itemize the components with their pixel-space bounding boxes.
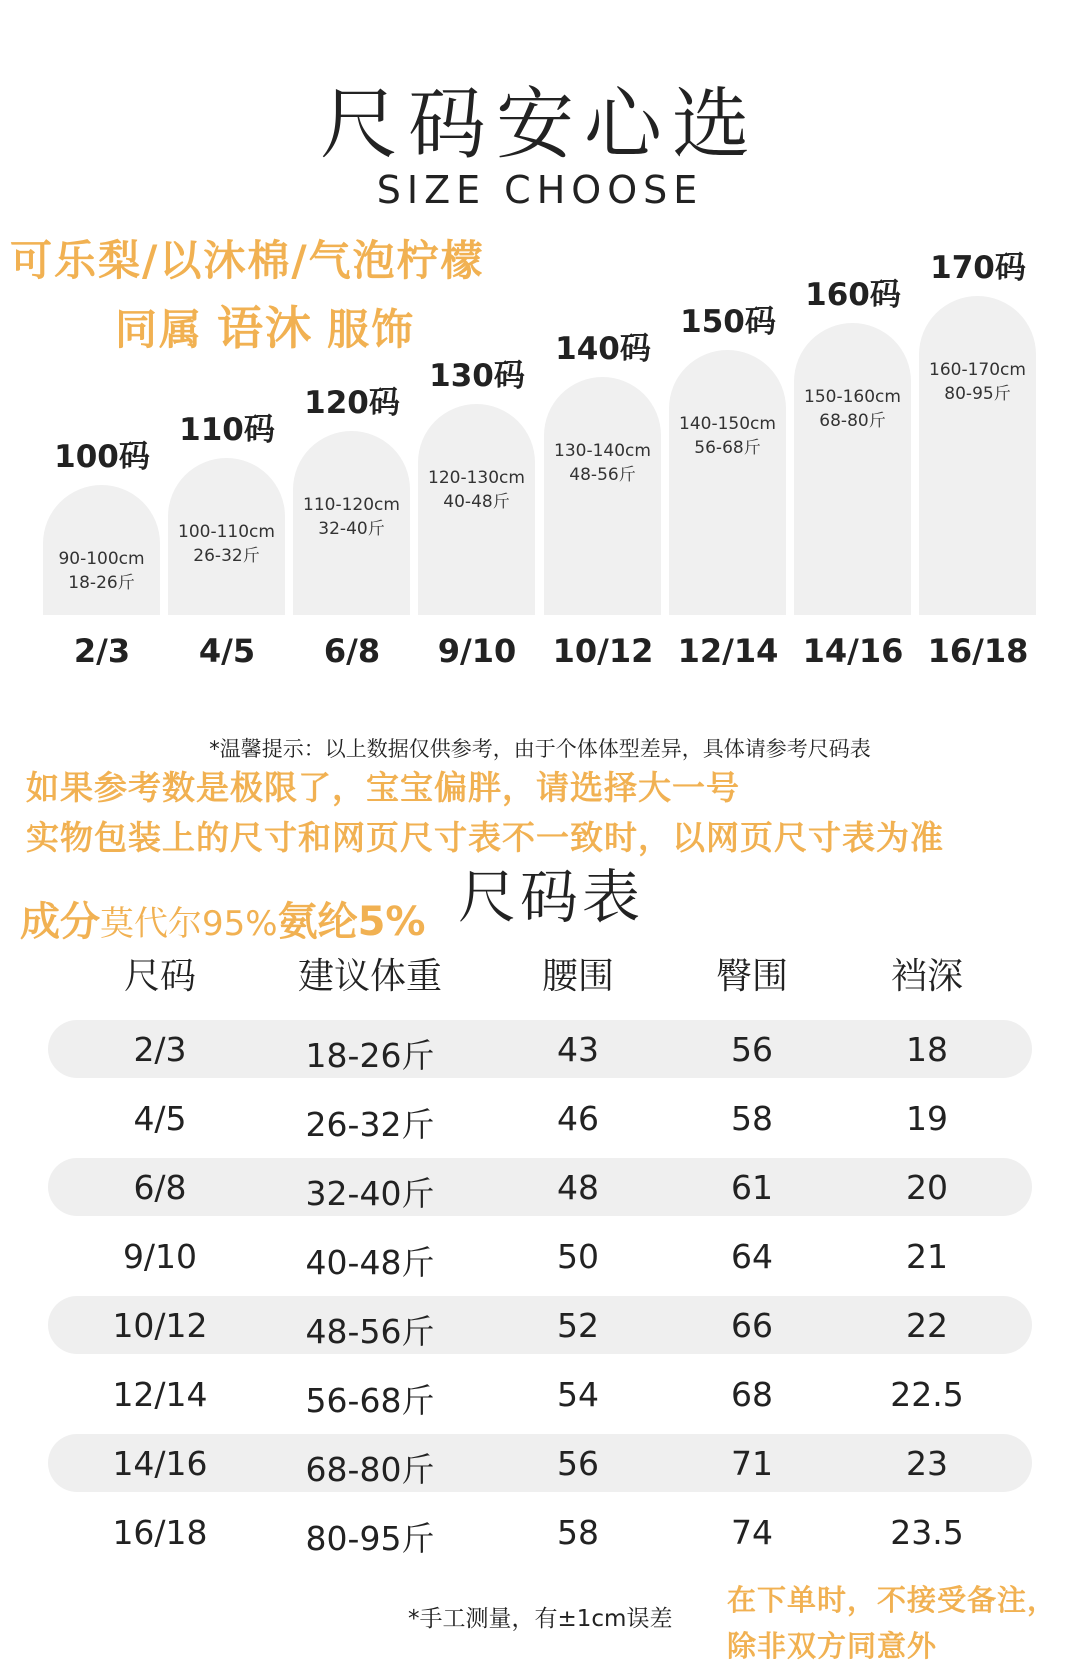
size-arch <box>544 377 661 615</box>
table-cell: 22.5 <box>890 1375 964 1414</box>
table-cell: 26-32斤 <box>305 1105 435 1144</box>
size-code-label: 160码 <box>805 277 901 313</box>
arch-text <box>794 385 911 433</box>
table-row <box>48 1158 1032 1216</box>
advice-note-2: 实物包装上的尺寸和网页尺寸表不一致时，以网页尺寸表为准 <box>26 818 944 857</box>
table-cell: 16/18 <box>112 1513 208 1552</box>
arch-weight: 80-95斤 <box>944 384 1011 404</box>
table-cell: 32-40斤 <box>305 1174 435 1213</box>
table-cell: 58 <box>557 1513 599 1552</box>
arch-weight: 56-68斤 <box>694 438 761 458</box>
arch-height: 100-110cm <box>178 522 275 542</box>
arch-height: 90-100cm <box>58 549 145 569</box>
table-cell: 20 <box>906 1168 948 1207</box>
arch-height: 110-120cm <box>303 495 400 515</box>
table-cell: 19 <box>906 1099 948 1138</box>
page-subtitle: SIZE CHOOSE <box>376 168 704 212</box>
table-header: 建议体重 <box>297 956 442 997</box>
table-cell: 48-56斤 <box>305 1312 435 1351</box>
brand-name: 语沐 <box>217 301 314 355</box>
table-cell: 12/14 <box>112 1375 208 1414</box>
brand-prefix: 同属 <box>115 305 204 354</box>
arch-text <box>418 466 535 514</box>
table-row <box>48 1020 1032 1078</box>
size-arch <box>919 296 1036 615</box>
arch-height: 150-160cm <box>804 387 901 407</box>
arch-height: 130-140cm <box>554 441 651 461</box>
table-cell: 21 <box>906 1237 948 1276</box>
size-code-label: 130码 <box>429 358 525 394</box>
table-cell: 66 <box>731 1306 773 1345</box>
table-cell: 43 <box>557 1030 599 1069</box>
table-cell: 23 <box>906 1444 948 1483</box>
table-cell: 18 <box>906 1030 948 1069</box>
table-cell: 48 <box>557 1168 599 1207</box>
table-row <box>48 1434 1032 1492</box>
table-cell: 6/8 <box>133 1168 187 1207</box>
arch-text <box>293 493 410 541</box>
page-title: 尺码安心选 <box>319 80 760 170</box>
table-row <box>48 1365 1032 1423</box>
age-label: 6/8 <box>323 632 381 670</box>
table-row <box>48 1227 1032 1285</box>
arch-text <box>43 547 160 595</box>
size-code-label: 170码 <box>930 250 1026 286</box>
age-label: 14/16 <box>802 632 904 670</box>
table-cell: 52 <box>557 1306 599 1345</box>
size-code-label: 120码 <box>304 385 400 421</box>
order-note-2: 除非双方同意外 <box>727 1629 938 1663</box>
table-cell: 40-48斤 <box>305 1243 435 1282</box>
brand-line-2 <box>115 292 415 358</box>
arch-weight: 68-80斤 <box>819 411 886 431</box>
arch-weight: 40-48斤 <box>443 492 510 512</box>
size-code-label: 150码 <box>680 304 776 340</box>
size-arch <box>669 350 786 615</box>
table-header: 尺码 <box>123 956 196 997</box>
tip-text: *温馨提示：以上数据仅供参考，由于个体体型差异，具体请参考尺码表 <box>209 737 871 761</box>
composition <box>20 890 426 947</box>
table-cell: 50 <box>557 1237 599 1276</box>
arch-text <box>168 520 285 568</box>
composition-modal: 莫代尔95% <box>100 904 278 944</box>
table-cell: 23.5 <box>890 1513 964 1552</box>
table-cell: 9/10 <box>122 1237 198 1276</box>
arch-weight: 32-40斤 <box>318 519 385 539</box>
arch-height: 160-170cm <box>929 360 1026 380</box>
advice-note-1: 如果参考数是极限了，宝宝偏胖，请选择大一号 <box>26 768 740 807</box>
arch-text <box>669 412 786 460</box>
age-label: 9/10 <box>437 632 517 670</box>
table-cell: 64 <box>731 1237 773 1276</box>
size-code-label: 110码 <box>179 412 275 448</box>
table-row <box>48 1503 1032 1561</box>
arch-height: 120-130cm <box>428 468 525 488</box>
table-cell: 61 <box>731 1168 773 1207</box>
table-cell: 68-80斤 <box>305 1450 435 1489</box>
table-cell: 56 <box>557 1444 599 1483</box>
table-cell: 80-95斤 <box>305 1519 435 1558</box>
arch-weight: 26-32斤 <box>193 546 260 566</box>
age-label: 4/5 <box>198 632 256 670</box>
table-header: 裆深 <box>890 956 963 997</box>
composition-label: 成分 <box>20 899 100 945</box>
arch-text <box>544 439 661 487</box>
arch-weight: 48-56斤 <box>569 465 636 485</box>
table-cell: 56-68斤 <box>305 1381 435 1420</box>
age-label: 10/12 <box>552 632 654 670</box>
measure-note: *手工测量，有±1cm误差 <box>408 1606 673 1632</box>
table-title: 尺码表 <box>458 863 645 931</box>
table-cell: 56 <box>731 1030 773 1069</box>
brand-suffix: 服饰 <box>327 305 416 354</box>
arch-weight: 18-26斤 <box>68 573 135 593</box>
table-cell: 18-26斤 <box>305 1036 435 1075</box>
table-row <box>48 1296 1032 1354</box>
arch-height: 140-150cm <box>679 414 776 434</box>
table-cell: 46 <box>557 1099 599 1138</box>
table-cell: 2/3 <box>133 1030 187 1069</box>
age-label: 2/3 <box>73 632 131 670</box>
size-code-label: 140码 <box>555 331 651 367</box>
table-cell: 4/5 <box>133 1099 187 1138</box>
size-arch <box>794 323 911 615</box>
arch-text <box>919 358 1036 406</box>
brand-line-1: 可乐梨/以沐棉/气泡柠檬 <box>10 236 485 285</box>
table-cell: 54 <box>557 1375 599 1414</box>
table-header: 臀围 <box>715 956 788 997</box>
table-header: 腰围 <box>541 956 614 997</box>
age-label: 12/14 <box>677 632 779 670</box>
table-cell: 10/12 <box>112 1306 208 1345</box>
table-row <box>48 1089 1032 1147</box>
age-label: 16/18 <box>927 632 1029 670</box>
table-cell: 22 <box>906 1306 948 1345</box>
table-cell: 68 <box>731 1375 773 1414</box>
table-cell: 74 <box>731 1513 773 1552</box>
table-cell: 71 <box>731 1444 773 1483</box>
composition-spandex: 氨纶5% <box>277 899 426 945</box>
order-note-1: 在下单时，不接受备注， <box>727 1583 1058 1617</box>
table-cell: 58 <box>731 1099 773 1138</box>
size-code-label: 100码 <box>54 439 150 475</box>
table-cell: 14/16 <box>112 1444 208 1483</box>
